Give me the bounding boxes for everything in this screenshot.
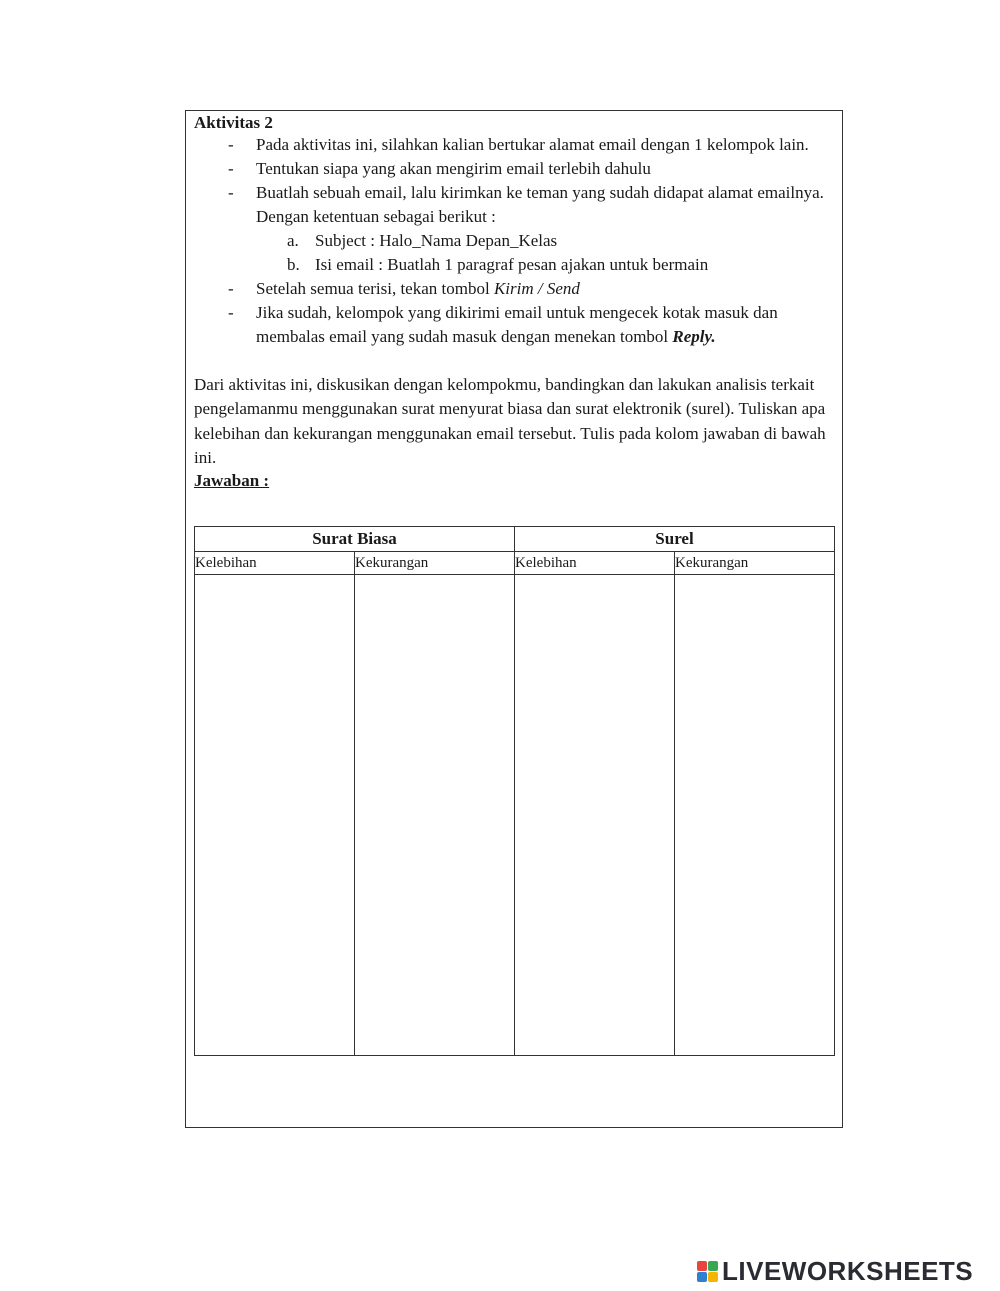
activity-content — [194, 113, 834, 492]
sub-item-b — [194, 253, 834, 277]
item-marker: - — [228, 159, 234, 178]
sub-item-text: Isi email : Buatlah 1 paragraf pesan ajakan untuk bermain — [315, 255, 709, 274]
header-surel: Surel — [515, 527, 835, 552]
logo-square-blue — [697, 1272, 707, 1282]
answer-input-kelebihan-surel[interactable] — [515, 575, 674, 1055]
answer-row — [195, 575, 835, 1056]
logo-square-yellow — [708, 1272, 718, 1282]
answer-label: Jawaban : — [194, 471, 270, 491]
worksheet-frame — [185, 110, 843, 1128]
item-marker: - — [228, 135, 234, 154]
header-kelebihan-surel: Kelebihan — [515, 552, 675, 575]
liveworksheets-logo-icon — [697, 1261, 718, 1282]
answer-input-kelebihan-surat-biasa[interactable] — [195, 575, 354, 1055]
instruction-item-5 — [194, 301, 834, 349]
header-surat-biasa: Surat Biasa — [195, 527, 515, 552]
instruction-item-3 — [194, 181, 834, 229]
answer-input-kekurangan-surel[interactable] — [675, 575, 834, 1055]
liveworksheets-logo — [697, 1257, 973, 1285]
instruction-item-4 — [194, 277, 834, 301]
instruction-item-2 — [194, 157, 834, 181]
header-kekurangan-surel: Kekurangan — [675, 552, 835, 575]
send-button-reference: Kirim / Send — [493, 279, 580, 298]
header-kelebihan-surat-biasa: Kelebihan — [195, 552, 355, 575]
item-marker: - — [228, 303, 234, 322]
reply-button-reference: Reply. — [672, 327, 716, 346]
logo-square-green — [708, 1261, 718, 1271]
logo-text: LIVEWORKSHEETS — [722, 1256, 974, 1286]
header-kekurangan-surat-biasa: Kekurangan — [355, 552, 515, 575]
instruction-item-1 — [194, 133, 834, 157]
instruction-text: Jika sudah, kelompok yang dikirimi email untuk mengecek kotak masuk dan membalas email yang sudah masuk dengan menekan tombol — [256, 303, 778, 346]
activity-title: Aktivitas 2 — [194, 113, 273, 132]
answer-cell-kelebihan-surel[interactable] — [515, 575, 675, 1056]
instruction-text: Tentukan siapa yang akan mengirim email terlebih dahulu — [256, 159, 651, 178]
answer-cell-kekurangan-surel[interactable] — [675, 575, 835, 1056]
item-marker: - — [228, 183, 234, 202]
sub-item-marker: b. — [287, 255, 300, 274]
item-marker: - — [228, 279, 234, 298]
answer-table — [194, 526, 835, 1056]
instruction-text: Pada aktivitas ini, silahkan kalian bertukar alamat email dengan 1 kelompok lain. — [256, 135, 809, 154]
group-header-row — [195, 527, 835, 552]
sub-item-text: Subject : Halo_Nama Depan_Kelas — [315, 231, 558, 250]
answer-cell-kekurangan-surat-biasa[interactable] — [355, 575, 515, 1056]
answer-input-kekurangan-surat-biasa[interactable] — [355, 575, 514, 1055]
discussion-paragraph: Dari aktivitas ini, diskusikan dengan kelompokmu, bandingkan dan lakukan analisis terkait pengelamanmu menggunakan surat menyurat biasa dan surat elektronik (surel). Tuliskan apa kelebihan dan kekurangan menggunakan email tersebut. Tulis pada kolom jawaban di bawah ini. — [194, 375, 826, 467]
sub-item-marker: a. — [287, 231, 299, 250]
sub-item-a — [194, 229, 834, 253]
instruction-text: Buatlah sebuah email, lalu kirimkan ke teman yang sudah didapat alamat emailnya. Dengan ketentuan sebagai berikut : — [256, 183, 824, 226]
sub-header-row — [195, 552, 835, 575]
answer-cell-kelebihan-surat-biasa[interactable] — [195, 575, 355, 1056]
instruction-text: Setelah semua terisi, tekan tombol — [256, 279, 494, 298]
logo-square-red — [697, 1261, 707, 1271]
